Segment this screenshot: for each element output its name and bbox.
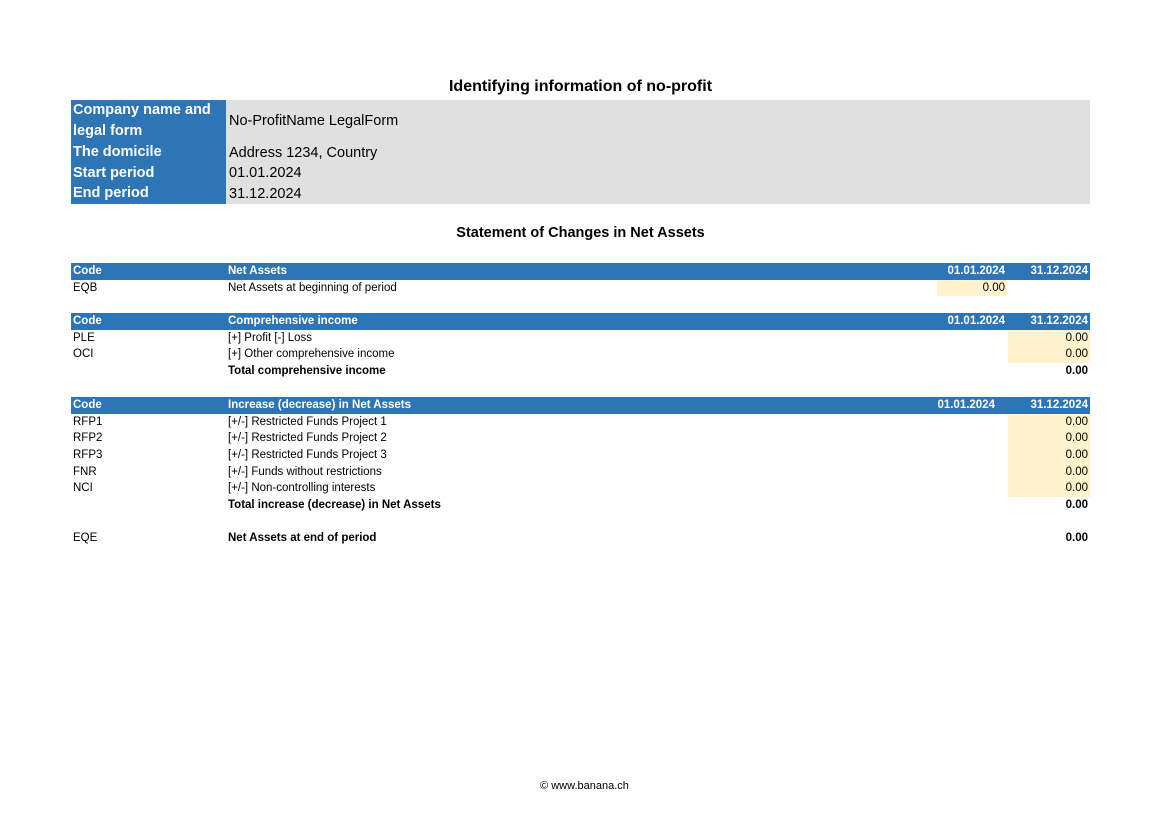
header-desc: Increase (decrease) in Net Assets	[228, 399, 412, 411]
row-code: EQE	[73, 532, 98, 544]
row-value-start[interactable]: 0.00	[937, 280, 1007, 297]
increase-section	[71, 397, 1090, 514]
row-code: RFP3	[73, 449, 103, 462]
row-code: RFP2	[73, 432, 103, 445]
row-code: EQB	[73, 281, 98, 294]
row-value-end[interactable]: 0.00	[1008, 414, 1090, 431]
table-row	[71, 280, 1090, 297]
increase-header	[71, 397, 1090, 414]
info-row-start	[71, 163, 1090, 183]
end-value: 0.00	[1065, 532, 1088, 544]
identifying-info-table	[71, 100, 1090, 204]
table-row	[71, 414, 1090, 431]
table-row	[71, 346, 1090, 363]
table-row	[71, 464, 1090, 481]
row-code: OCI	[73, 348, 94, 361]
end-net-assets-section	[71, 530, 1090, 547]
info-label-start: Start period	[71, 163, 226, 183]
info-row-end	[71, 183, 1090, 204]
row-desc: [+/-] Funds without restrictions	[228, 465, 382, 478]
info-row-domicile	[71, 142, 1090, 163]
row-desc: [+/-] Restricted Funds Project 2	[228, 432, 387, 445]
footer-copyright: © www.banana.ch	[540, 780, 629, 792]
document-title: Identifying information of no-profit	[448, 78, 713, 95]
info-label-domicile: The domicile	[71, 142, 226, 163]
table-row	[71, 480, 1090, 497]
row-desc: [+] Profit [-] Loss	[228, 331, 313, 344]
row-code: NCI	[73, 482, 93, 495]
info-value-company[interactable]: No-ProfitName LegalForm	[226, 100, 1090, 142]
table-row	[71, 330, 1090, 347]
net-assets-header	[71, 263, 1090, 280]
end-desc: Net Assets at end of period	[228, 532, 377, 544]
row-desc: [+] Other comprehensive income	[228, 348, 395, 361]
info-value-end[interactable]: 31.12.2024	[226, 183, 1090, 204]
total-desc: Total increase (decrease) in Net Assets	[228, 499, 441, 512]
end-row	[71, 530, 1090, 547]
total-value: 0.00	[1065, 365, 1088, 378]
header-code: Code	[73, 399, 102, 411]
total-desc: Total comprehensive income	[228, 365, 386, 378]
info-value-start[interactable]: 01.01.2024	[226, 163, 1090, 183]
header-desc: Net Assets	[228, 265, 288, 277]
row-value-end[interactable]: 0.00	[1008, 464, 1090, 481]
header-date-start: 01.01.2024	[947, 315, 1005, 327]
header-desc: Comprehensive income	[228, 315, 358, 327]
total-value: 0.00	[1065, 499, 1088, 512]
row-desc: [+/-] Non-controlling interests	[228, 482, 376, 495]
header-date-end: 31.12.2024	[1030, 265, 1088, 277]
header-code: Code	[73, 265, 102, 277]
row-value-end[interactable]: 0.00	[1008, 346, 1090, 363]
table-row	[71, 430, 1090, 447]
net-assets-section	[71, 263, 1090, 296]
row-desc: [+/-] Restricted Funds Project 3	[228, 449, 387, 462]
row-value-end[interactable]: 0.00	[1008, 330, 1090, 347]
table-row	[71, 447, 1090, 464]
row-value-end[interactable]: 0.00	[1008, 430, 1090, 447]
total-row	[71, 363, 1090, 380]
header-date-end: 31.12.2024	[1030, 315, 1088, 327]
info-label-company: Company name and legal form	[71, 100, 226, 142]
row-value-end[interactable]: 0.00	[1008, 480, 1090, 497]
header-date-start: 01.01.2024	[937, 399, 995, 411]
row-desc: Net Assets at beginning of period	[228, 281, 397, 294]
header-date-end: 31.12.2024	[1030, 399, 1088, 411]
row-code: RFP1	[73, 415, 103, 428]
header-code: Code	[73, 315, 102, 327]
row-code: PLE	[73, 331, 95, 344]
statement-title: Statement of Changes in Net Assets	[456, 225, 705, 241]
header-date-start: 01.01.2024	[947, 265, 1005, 277]
comprehensive-income-section	[71, 313, 1090, 380]
row-desc: [+/-] Restricted Funds Project 1	[228, 415, 387, 428]
comprehensive-header	[71, 313, 1090, 330]
info-label-end: End period	[71, 183, 226, 204]
row-code: FNR	[73, 465, 97, 478]
row-value-end[interactable]: 0.00	[1008, 447, 1090, 464]
total-row	[71, 497, 1090, 514]
info-row-company	[71, 100, 1090, 142]
info-value-domicile[interactable]: Address 1234, Country	[226, 142, 1090, 163]
